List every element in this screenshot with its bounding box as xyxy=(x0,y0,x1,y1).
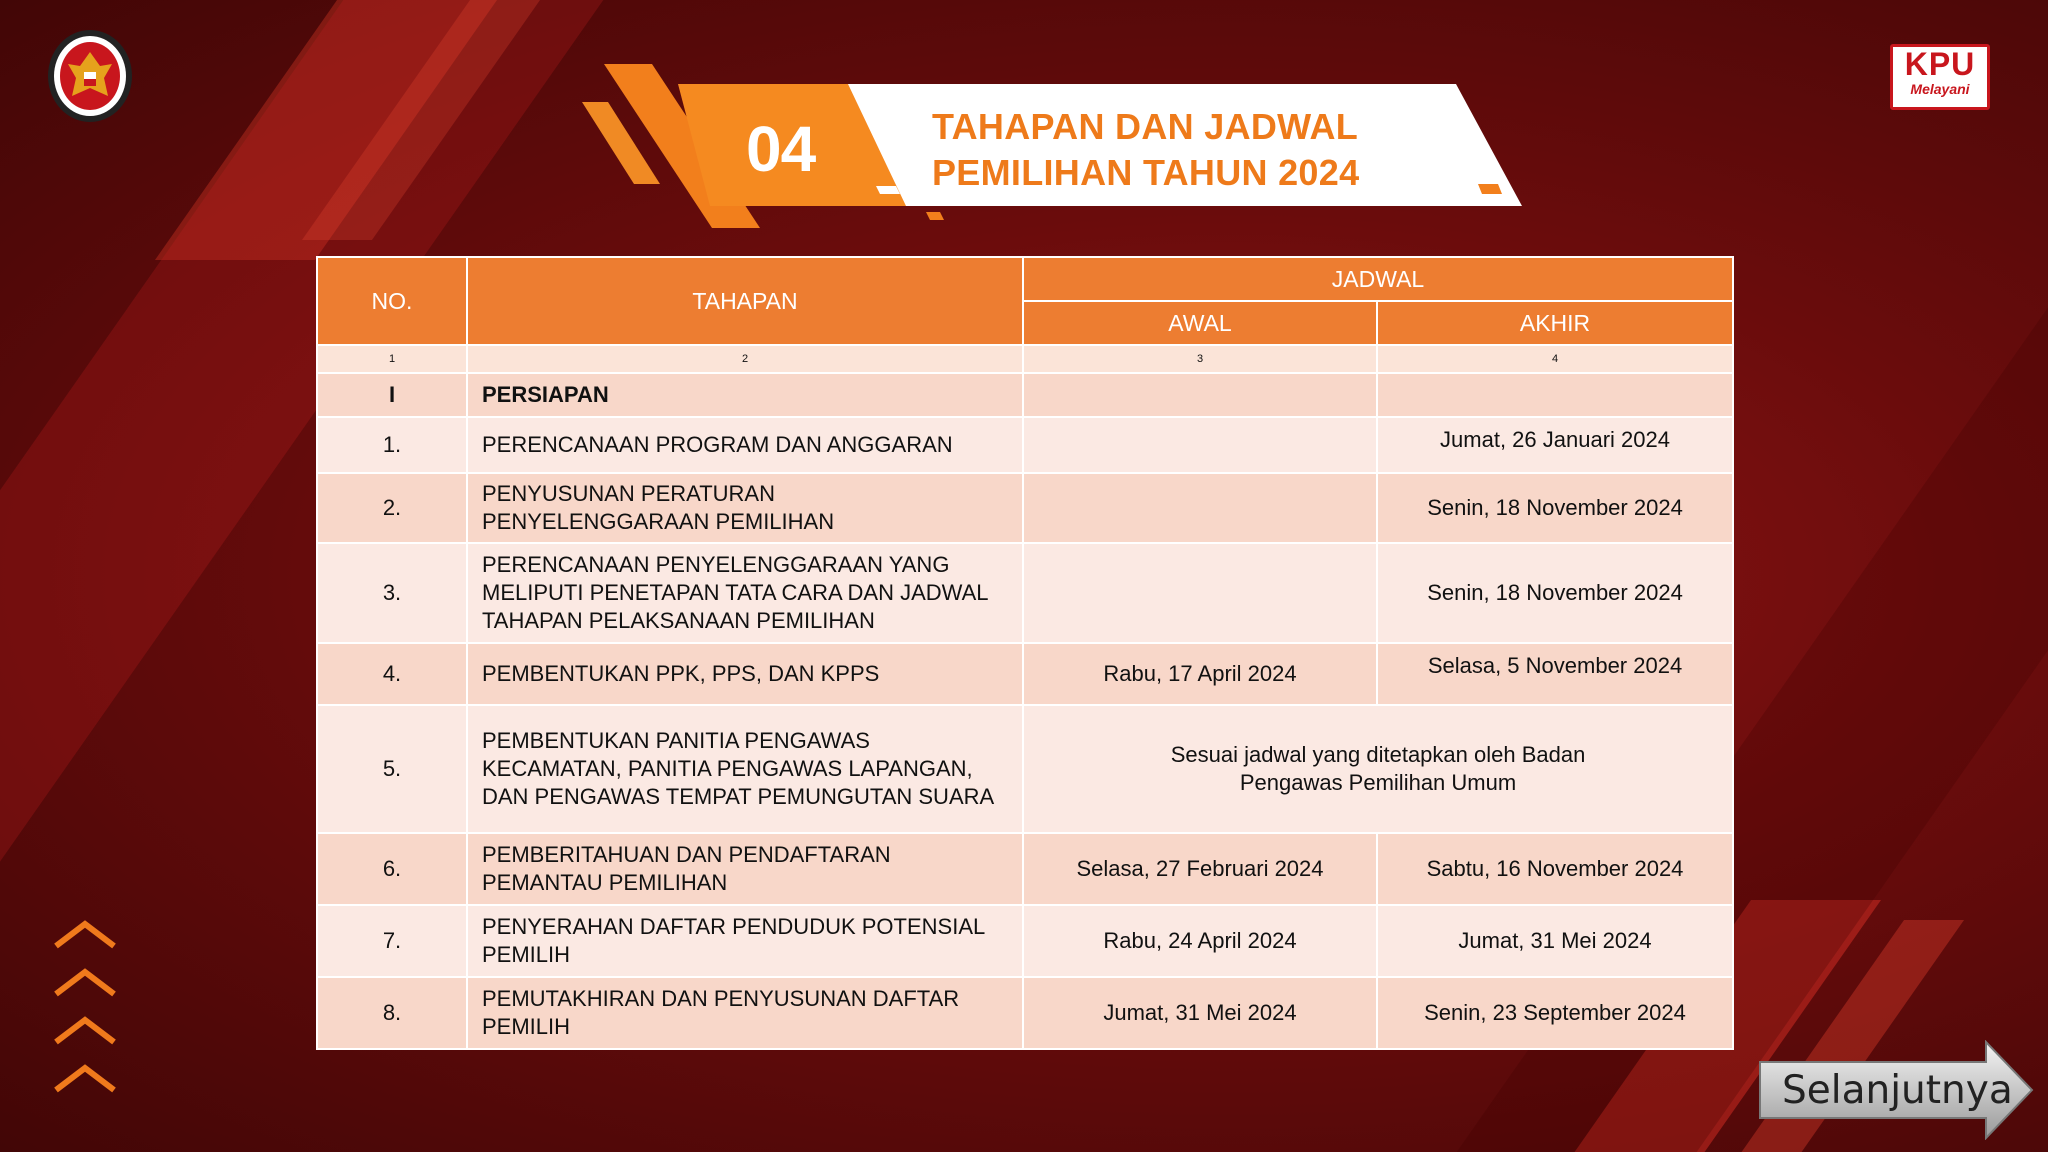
header-no: NO. xyxy=(317,257,467,345)
row-no: 7. xyxy=(317,905,467,977)
row-tahapan: PEMBENTUKAN PPK, PPS, DAN KPPS xyxy=(467,643,1023,705)
section-row xyxy=(317,373,1733,417)
row-tahapan: PENYUSUNAN PERATURAN PENYELENGGARAAN PEMILIHAN xyxy=(467,473,1023,543)
row-akhir: Senin, 23 September 2024 xyxy=(1377,977,1733,1049)
row-akhir: Senin, 18 November 2024 xyxy=(1377,543,1733,643)
row-akhir: Senin, 18 November 2024 xyxy=(1377,473,1733,543)
table-header-row xyxy=(317,257,1733,301)
table-row xyxy=(317,905,1733,977)
page-title xyxy=(932,104,1359,196)
row-tahapan: PENYERAHAN DAFTAR PENDUDUK POTENSIAL PEMILIH xyxy=(467,905,1023,977)
row-no: 3. xyxy=(317,543,467,643)
table-row xyxy=(317,977,1733,1049)
table-row xyxy=(317,833,1733,905)
bg-stripe xyxy=(155,0,525,260)
kpu-melayani-logo xyxy=(1890,44,1990,110)
table-row xyxy=(317,705,1733,833)
table-row xyxy=(317,473,1733,543)
row-no: 4. xyxy=(317,643,467,705)
index-cell: 2 xyxy=(467,345,1023,373)
row-no: 8. xyxy=(317,977,467,1049)
row-tahapan: PEMUTAKHIRAN DAN PENYUSUNAN DAFTAR PEMILIH xyxy=(467,977,1023,1049)
header-akhir: AKHIR xyxy=(1377,301,1733,345)
index-cell: 3 xyxy=(1023,345,1377,373)
row-no: 1. xyxy=(317,417,467,473)
index-cell: 1 xyxy=(317,345,467,373)
badge-title: KPU xyxy=(1904,46,1976,82)
row-merged-schedule: Sesuai jadwal yang ditetapkan oleh Badan Pengawas Pemilihan Umum xyxy=(1023,705,1733,833)
row-akhir: Sabtu, 16 November 2024 xyxy=(1377,833,1733,905)
row-no: 2. xyxy=(317,473,467,543)
row-tahapan: PEMBERITAHUAN DAN PENDAFTARAN PEMANTAU PEMILIHAN xyxy=(467,833,1023,905)
row-akhir: Jumat, 31 Mei 2024 xyxy=(1377,905,1733,977)
chevron-up-icon xyxy=(52,918,118,1098)
table-cell-empty xyxy=(1023,373,1377,417)
row-awal xyxy=(1023,543,1377,643)
row-akhir: Jumat, 26 Januari 2024 xyxy=(1377,417,1733,473)
header-jadwal: JADWAL xyxy=(1023,257,1733,301)
section-no: I xyxy=(317,373,467,417)
row-awal: Rabu, 24 April 2024 xyxy=(1023,905,1377,977)
row-akhir: Selasa, 5 November 2024 xyxy=(1377,643,1733,705)
table-row xyxy=(317,643,1733,705)
row-no: 6. xyxy=(317,833,467,905)
bg-stripe xyxy=(302,0,568,240)
row-no: 5. xyxy=(317,705,467,833)
row-awal: Selasa, 27 Februari 2024 xyxy=(1023,833,1377,905)
title-line-1: TAHAPAN DAN JADWAL xyxy=(932,106,1359,147)
next-button-label[interactable]: Selanjutnya xyxy=(1782,1068,2013,1113)
table-row xyxy=(317,417,1733,473)
table-cell-empty xyxy=(1377,373,1733,417)
row-tahapan: PERENCANAAN PENYELENGGARAAN YANG MELIPUTI PENETAPAN TATA CARA DAN JADWAL TAHAPAN PELAKSANAAN PEMILIHAN xyxy=(467,543,1023,643)
row-awal xyxy=(1023,417,1377,473)
schedule-table xyxy=(316,256,1734,1050)
row-awal: Jumat, 31 Mei 2024 xyxy=(1023,977,1377,1049)
table-row xyxy=(317,543,1733,643)
header-awal: AWAL xyxy=(1023,301,1377,345)
section-number: 04 xyxy=(746,113,816,185)
row-tahapan: PERENCANAAN PROGRAM DAN ANGGARAN xyxy=(467,417,1023,473)
row-awal: Rabu, 17 April 2024 xyxy=(1023,643,1377,705)
section-label: PERSIAPAN xyxy=(467,373,1023,417)
row-tahapan: PEMBENTUKAN PANITIA PENGAWAS KECAMATAN, PANITIA PENGAWAS LAPANGAN, DAN PENGAWAS TEMPAT PEMUNGUTAN SUARA xyxy=(467,705,1023,833)
badge-subtitle: Melayani xyxy=(1910,81,1970,97)
row-awal xyxy=(1023,473,1377,543)
header-tahapan: TAHAPAN xyxy=(467,257,1023,345)
kpu-seal-logo xyxy=(46,26,134,126)
index-cell: 4 xyxy=(1377,345,1733,373)
index-row xyxy=(317,345,1733,373)
title-line-2: PEMILIHAN TAHUN 2024 xyxy=(932,152,1360,193)
